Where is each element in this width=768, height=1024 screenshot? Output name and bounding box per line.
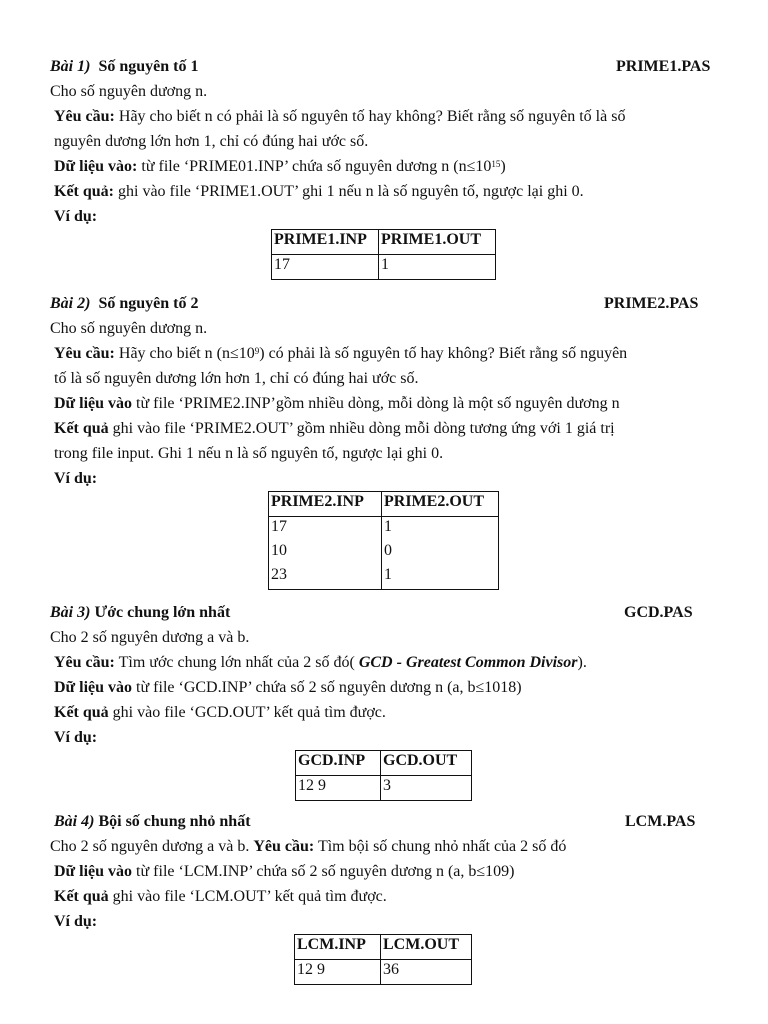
table-cell-input: 17	[269, 517, 382, 542]
problem-1-heading	[50, 57, 198, 79]
table-header-row	[269, 492, 499, 517]
problem-4-example-table	[294, 934, 472, 985]
problem-4-intro: Cho 2 số nguyên dương a và b.	[50, 838, 250, 855]
problem-4-input	[54, 862, 515, 884]
requirement-text: Hãy cho biết n có phải là số nguyên tố hay không? Biết rằng số nguyên tố là số	[118, 108, 626, 125]
output-text: ghi vào file ‘PRIME2.OUT’ gồm nhiều dòng mỗi dòng tương ứng với 1 giá trị	[112, 420, 615, 437]
problem-2-heading	[50, 294, 198, 316]
problem-3-number: Bài 3)	[50, 604, 91, 621]
problem-2-output	[54, 419, 615, 441]
requirement-end: ).	[577, 654, 587, 671]
problem-3-example-table	[295, 750, 472, 801]
input-text: từ file ‘GCD.INP’ chứa số 2 số nguyên dương n (a, b≤1018)	[136, 679, 522, 696]
table-cell-output: 1	[382, 517, 499, 542]
table-cell-input: 10	[269, 541, 382, 565]
table-header-output: GCD.OUT	[381, 751, 472, 776]
problem-3-title: Ước chung lớn nhất	[94, 604, 231, 621]
output-text: ghi vào file ‘PRIME1.OUT’ ghi 1 nếu n là số nguyên tố, ngược lại ghi 0.	[118, 183, 584, 200]
table-header-input: GCD.INP	[296, 751, 381, 776]
table-header-output: PRIME2.OUT	[382, 492, 499, 517]
requirement-label: Yêu cầu:	[54, 108, 115, 125]
problem-2-title: Số nguyên tố 2	[98, 295, 199, 312]
table-cell-output: 36	[381, 960, 472, 985]
table-row	[295, 960, 472, 985]
problem-3-input	[54, 678, 522, 700]
requirement-exponent: 9	[254, 346, 260, 356]
table-cell-input: 23	[269, 565, 382, 590]
problem-2-requirement	[54, 344, 627, 366]
problem-4-intro-requirement	[50, 837, 566, 859]
table-cell-output: 1	[382, 565, 499, 590]
table-header-input: PRIME1.INP	[272, 230, 379, 255]
problem-2-example-table	[268, 491, 499, 590]
problem-4-filename: LCM.PAS	[625, 813, 696, 830]
problem-1-example-label: Ví dụ:	[54, 208, 98, 225]
input-label: Dữ liệu vào	[54, 395, 133, 412]
problem-3-example-label: Ví dụ:	[54, 729, 98, 746]
table-cell-input: 12 9	[295, 960, 381, 985]
table-header-row	[272, 230, 496, 255]
problem-1-input	[54, 157, 506, 179]
problem-4-output	[54, 887, 387, 909]
table-header-input: LCM.INP	[295, 935, 381, 960]
table-header-output: LCM.OUT	[381, 935, 472, 960]
problem-2-filename: PRIME2.PAS	[604, 295, 699, 312]
requirement-text-cont: ) có phải là số nguyên tố hay không? Biết rằng số nguyên	[259, 345, 628, 362]
requirement-emphasis: GCD - Greatest Common Divisor	[358, 654, 578, 671]
problem-2-example-label: Ví dụ:	[54, 470, 98, 487]
input-text: từ file ‘PRIME01.INP’ chứa số nguyên dương n (n≤10	[141, 158, 492, 175]
requirement-label: Yêu cầu:	[54, 345, 115, 362]
problem-1-filename: PRIME1.PAS	[616, 58, 711, 75]
problem-2-output-cont: trong file input. Ghi 1 nếu n là số nguyên tố, ngược lại ghi 0.	[54, 445, 444, 462]
table-cell-input: 12 9	[296, 776, 381, 801]
input-label: Dữ liệu vào:	[54, 158, 138, 175]
requirement-label: Yêu cầu:	[54, 654, 115, 671]
problem-1-intro: Cho số nguyên dương n.	[50, 83, 208, 100]
problem-4-example-label: Ví dụ:	[54, 913, 98, 930]
table-cell-input: 17	[272, 255, 379, 280]
table-cell-output: 3	[381, 776, 472, 801]
problem-3-intro: Cho 2 số nguyên dương a và b.	[50, 629, 250, 646]
problem-4-title: Bội số chung nhỏ nhất	[98, 813, 251, 830]
output-text: ghi vào file ‘GCD.OUT’ kết quả tìm được.	[112, 704, 386, 721]
output-label: Kết quả	[54, 420, 109, 437]
table-header-input: PRIME2.INP	[269, 492, 382, 517]
table-header-row	[295, 935, 472, 960]
input-label: Dữ liệu vào	[54, 863, 133, 880]
problem-4-heading	[54, 812, 251, 834]
input-close-paren: )	[500, 158, 506, 175]
table-row	[269, 565, 499, 590]
table-cell-output: 1	[379, 255, 496, 280]
table-row	[272, 255, 496, 280]
problem-4-number: Bài 4)	[54, 813, 95, 830]
requirement-text: Tìm ước chung lớn nhất của 2 số đó(	[118, 654, 355, 671]
input-exponent: 15	[491, 159, 501, 169]
table-row	[269, 517, 499, 542]
table-header-output: PRIME1.OUT	[379, 230, 496, 255]
problem-1-number: Bài 1)	[50, 58, 91, 75]
problem-2-number: Bài 2)	[50, 295, 91, 312]
problem-2-intro: Cho số nguyên dương n.	[50, 320, 208, 337]
output-label: Kết quả:	[54, 183, 114, 200]
problem-1-output	[54, 182, 584, 204]
problem-3-filename: GCD.PAS	[624, 604, 693, 621]
input-label: Dữ liệu vào	[54, 679, 133, 696]
table-row	[269, 541, 499, 565]
table-row	[296, 776, 472, 801]
problem-2-input	[54, 394, 620, 416]
problem-1-requirement-cont: nguyên dương lớn hơn 1, chỉ có đúng hai ước số.	[54, 133, 369, 150]
output-label: Kết quả	[54, 888, 109, 905]
output-text: ghi vào file ‘LCM.OUT’ kết quả tìm được.	[112, 888, 387, 905]
problem-3-heading	[50, 603, 230, 625]
requirement-text: Hãy cho biết n (n≤10	[118, 345, 255, 362]
problem-1-requirement	[54, 107, 625, 129]
requirement-label: Yêu cầu:	[253, 838, 315, 855]
input-text: từ file ‘LCM.INP’ chứa số 2 số nguyên dương n (a, b≤109)	[136, 863, 515, 880]
output-label: Kết quả	[54, 704, 109, 721]
table-cell-output: 0	[382, 541, 499, 565]
problem-1-title: Số nguyên tố 1	[98, 58, 199, 75]
requirement-text: Tìm bội số chung nhỏ nhất của 2 số đó	[317, 838, 567, 855]
problem-1-example-table	[271, 229, 496, 280]
problem-2-requirement-cont: tố là số nguyên dương lớn hơn 1, chỉ có đúng hai ước số.	[54, 370, 419, 387]
table-header-row	[296, 751, 472, 776]
input-text: từ file ‘PRIME2.INP’gồm nhiều dòng, mỗi dòng là một số nguyên dương n	[136, 395, 620, 412]
problem-3-output	[54, 703, 386, 725]
problem-3-requirement	[54, 653, 587, 675]
